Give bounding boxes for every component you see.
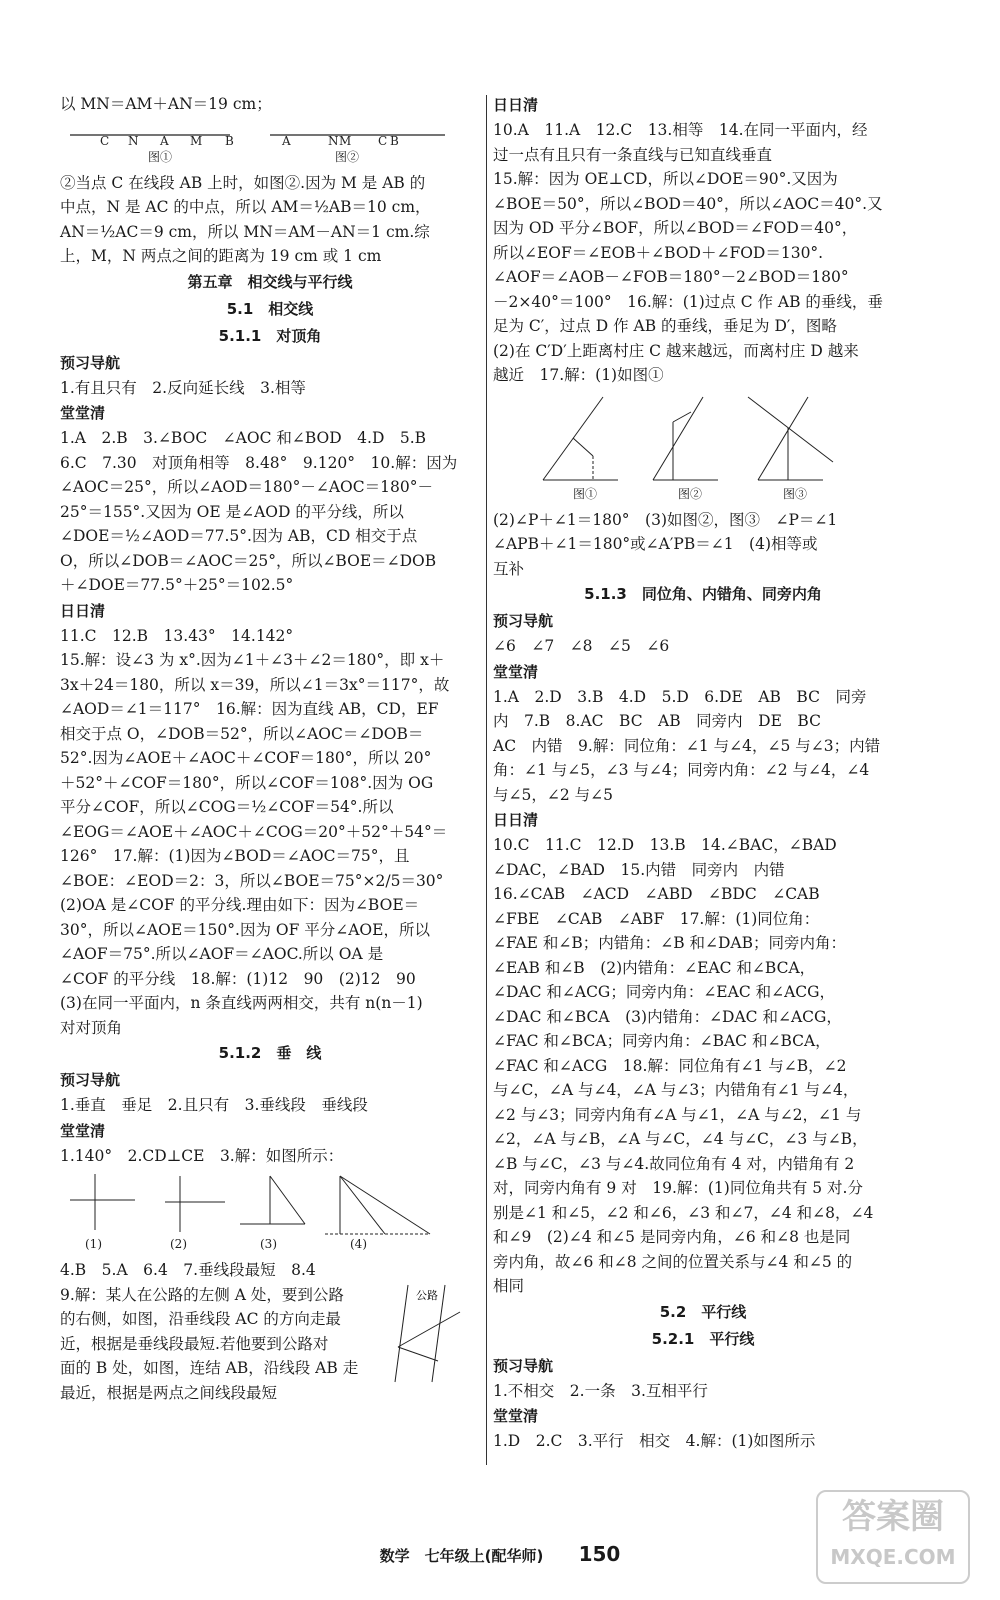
figure-caption: 图① xyxy=(148,149,173,164)
text-line: 内 7.B 8.AC BC AB 同旁内 DE BC xyxy=(493,712,821,730)
text-line: ＋∠DOE＝77.5°＋25°＝102.5° xyxy=(60,576,294,594)
heading-preview: 预习导航 xyxy=(60,1071,121,1089)
chapter-title: 第五章 相交线与平行线 xyxy=(187,272,353,291)
figure-caption: (4) xyxy=(350,1237,367,1251)
text-line: ∠FAC 和∠ACG 18.解：同位角有∠1 与∠B，∠2 xyxy=(493,1056,847,1075)
text-line: ∠FAC 和∠BCA；同旁内角：∠BAC 和∠BCA， xyxy=(493,1032,831,1050)
text-line: 足为 C′，过点 D 作 AB 的垂线，垂足为 D′，图略 xyxy=(493,317,837,335)
point-label: B xyxy=(390,133,399,148)
left-column xyxy=(60,92,480,1405)
watermark-url: MXQE.COM xyxy=(830,1545,956,1569)
text-line: 1.A 2.D 3.B 4.D 5.D 6.DE AB BC 同旁 xyxy=(493,687,867,706)
text-line: O，所以∠DOB＝∠AOC＝25°，所以∠BOE＝∠DOB xyxy=(60,551,437,570)
text-line: 过一点有且只有一条直线与已知直线垂直 xyxy=(493,145,773,164)
text-line: 1.不相交 2.一条 3.互相平行 xyxy=(493,1381,708,1400)
text-line: ∠COF 的平分线 18.解：(1)12 90 (2)12 90 xyxy=(60,969,416,988)
point-label: N xyxy=(128,133,139,148)
page-number: 150 xyxy=(578,1542,621,1566)
footer-subject: 数学 七年级上(配华师) xyxy=(379,1547,544,1565)
text-line: ∠DAC，∠BAD 15.内错 同旁内 内错 xyxy=(493,860,785,879)
text-line: ∠B 与∠C，∠3 与∠4.故同位角有 4 对，内错角有 2 xyxy=(493,1154,855,1173)
text-line: 平分∠COF，所以∠COG＝½∠COF＝54°.所以 xyxy=(60,798,394,816)
text-line: 旁内角，故∠6 和∠8 之间的位置关系与∠4 和∠5 的 xyxy=(493,1252,853,1271)
text-line: ②当点 C 在线段 AB 上时，如图②.因为 M 是 AB 的 xyxy=(60,173,426,192)
text-line: ∠2，∠A 与∠B，∠A 与∠C，∠4 与∠C，∠3 与∠B， xyxy=(493,1130,868,1148)
text-line: ∠BOE：∠EOD＝2：3，所以∠BOE＝75°×2/5＝30° xyxy=(60,871,444,890)
angle-figures xyxy=(493,392,893,502)
heading-classwork: 堂堂清 xyxy=(60,404,106,422)
text-line: 以 MN＝AM＋AN＝19 cm； xyxy=(60,95,272,113)
text-line: 1.A 2.B 3.∠BOC ∠AOC 和∠BOD 4.D 5.B xyxy=(60,429,427,447)
text-line: 1.140° 2.CD⊥CE 3.解：如图所示： xyxy=(60,1146,344,1165)
subsection-title: 5.2.1 平行线 xyxy=(651,1329,755,1348)
text-line: 6.C 7.30 对顶角相等 8.48° 9.120° 10.解：因为 xyxy=(60,453,458,472)
text-line: 相交于点 O，∠DOB＝52°，所以∠AOC＝∠DOB＝ xyxy=(60,724,424,743)
segment-figures xyxy=(60,121,460,165)
figure-caption: (2) xyxy=(170,1237,187,1251)
point-label: C xyxy=(100,133,110,148)
text-line: 越近 17.解：(1)如图① xyxy=(493,366,664,384)
figure-caption: 图③ xyxy=(783,486,808,501)
text-line: ∠AOF＝75°.所以∠AOF＝∠AOC.所以 OA 是 xyxy=(60,945,384,963)
text-line: 1.垂直 垂足 2.且只有 3.垂线段 垂线段 xyxy=(60,1096,368,1114)
point-label: N xyxy=(328,133,339,148)
right-column xyxy=(493,92,913,1454)
text-line: 对对顶角 xyxy=(60,1018,123,1037)
road-label: 公路 xyxy=(416,1288,438,1302)
text-line: 和∠9 (2)∠4 和∠5 是同旁内角，∠6 和∠8 也是同 xyxy=(493,1228,851,1246)
heading-classwork: 堂堂清 xyxy=(493,662,539,681)
text-line: 所以∠EOF＝∠EOB＋∠BOD＋∠FOD＝130°. xyxy=(493,243,824,262)
text-line: 相同 xyxy=(493,1277,525,1295)
text-line: ∠AOF＝∠AOB－∠FOB＝180°－2∠BOD＝180° xyxy=(493,268,849,286)
text-line: (2)OA 是∠COF 的平分线.理由如下：因为∠BOE＝ xyxy=(60,896,420,914)
watermark-logo xyxy=(816,1490,970,1584)
point-label: A xyxy=(160,133,169,148)
text-line: 15.解：因为 OE⊥CD，所以∠DOE＝90°.又因为 xyxy=(493,170,838,188)
text-line: 10.A 11.A 12.C 13.相等 14.在同一平面内，经 xyxy=(493,121,868,139)
text-line: ∠2 与∠3；同旁内角有∠A 与∠1，∠A 与∠2，∠1 与 xyxy=(493,1105,862,1124)
text-line: 3x＋24＝180，所以 x＝39，所以∠1＝3x°＝117°，故 xyxy=(60,675,450,694)
text-line: 对，同旁内角有 9 对 19.解：(1)同位角共有 5 对.分 xyxy=(493,1179,863,1197)
road-question xyxy=(60,1283,480,1406)
text-line: 别是∠1 和∠5，∠2 和∠6，∠3 和∠7，∠4 和∠8，∠4 xyxy=(493,1203,874,1222)
heading-daily: 日日清 xyxy=(60,601,106,620)
text-line: 与∠5，∠2 与∠5 xyxy=(493,785,613,804)
text-line: 与∠C，∠A 与∠4，∠A 与∠3；内错角有∠1 与∠4， xyxy=(493,1081,859,1099)
column-divider xyxy=(486,95,487,1465)
heading-classwork: 堂堂清 xyxy=(493,1407,539,1425)
text-line: ∠EAB 和∠B (2)内错角：∠EAC 和∠BCA， xyxy=(493,958,816,977)
text-line: 25°＝155°.又因为 OE 是∠AOD 的平分线，所以 xyxy=(60,502,404,521)
text-line: 最近，根据是两点之间线段最短 xyxy=(60,1383,278,1402)
figure-caption: (1) xyxy=(85,1237,102,1251)
text-line: ∠AOD＝∠1＝117° 16.解：因为直线 AB，CD，EF xyxy=(60,700,439,718)
text-line: AC 内错 9.解：同位角：∠1 与∠4，∠5 与∠3；内错 xyxy=(493,736,881,755)
text-line: ∠DOE＝½∠AOD＝77.5°.因为 AB，CD 相交于点 xyxy=(60,527,418,545)
text-line: 角：∠1 与∠5，∠3 与∠4；同旁内角：∠2 与∠4，∠4 xyxy=(493,761,870,779)
text-line: ∠APB＋∠1＝180°或∠A′PB＝∠1 (4)相等或 xyxy=(493,535,818,553)
text-line: 11.C 12.B 13.43° 14.142° xyxy=(60,626,294,645)
figure-caption: 图② xyxy=(678,486,703,501)
text-line: ∠FAE 和∠B；内错角：∠B 和∠DAB；同旁内角： xyxy=(493,934,847,952)
text-line: 的右侧，如图，沿垂线段 AC 的方向走最 xyxy=(60,1310,341,1328)
point-label: C xyxy=(378,133,388,148)
text-line: 中点，N 是 AC 的中点，所以 AM＝½AB＝10 cm， xyxy=(60,198,431,216)
subsection-title: 5.1.2 垂 线 xyxy=(218,1044,322,1062)
point-label: A xyxy=(282,133,291,148)
text-line: 16.∠CAB ∠ACD ∠ABD ∠BDC ∠CAB xyxy=(493,885,820,903)
text-line: 52°.因为∠AOE＋∠AOC＋∠COF＝180°，所以 20° xyxy=(60,749,432,767)
figure-caption: (3) xyxy=(260,1237,277,1251)
text-line: －2×40°＝100° 16.解：(1)过点 C 作 AB 的垂线，垂 xyxy=(493,292,883,311)
heading-classwork: 堂堂清 xyxy=(60,1121,106,1140)
point-label: M xyxy=(190,133,203,148)
perpendicular-figures xyxy=(60,1172,460,1252)
watermark-title: 答案圈 xyxy=(842,1497,944,1537)
text-line: 上，M，N 两点之间的距离为 19 cm 或 1 cm xyxy=(60,247,382,265)
text-line: 4.B 5.A 6.4 7.垂线段最短 8.4 xyxy=(60,1261,316,1279)
heading-daily: 日日清 xyxy=(493,96,539,114)
figure-caption: 图① xyxy=(573,486,598,501)
text-line: 互补 xyxy=(493,559,525,578)
text-line: 9.解：某人在公路的左侧 A 处，要到公路 xyxy=(60,1285,344,1304)
text-line: 126° 17.解：(1)因为∠BOD＝∠AOC＝75°，且 xyxy=(60,847,410,865)
road-figure xyxy=(390,1277,470,1387)
text-line: 1.D 2.C 3.平行 相交 4.解：(1)如图所示 xyxy=(493,1432,816,1450)
text-line: 面的 B 处，如图，连结 AB，沿线段 AB 走 xyxy=(60,1359,359,1377)
point-label: M xyxy=(339,133,352,148)
text-line: (2)∠P＋∠1＝180° (3)如图②，图③ ∠P＝∠1 xyxy=(493,510,838,529)
section-title: 5.1 相交线 xyxy=(226,299,314,318)
heading-daily: 日日清 xyxy=(493,811,539,829)
text-line: ∠AOC＝25°，所以∠AOD＝180°－∠AOC＝180°－ xyxy=(60,478,433,496)
text-line: ∠6 ∠7 ∠8 ∠5 ∠6 xyxy=(493,637,670,655)
heading-preview: 预习导航 xyxy=(493,1356,554,1375)
subsection-title: 5.1.1 对顶角 xyxy=(218,326,322,345)
text-line: AN＝½AC＝9 cm，所以 MN＝AM－AN＝1 cm.综 xyxy=(60,222,430,241)
heading-preview: 预习导航 xyxy=(60,353,121,372)
text-line: ∠DAC 和∠ACG；同旁内角：∠EAC 和∠ACG， xyxy=(493,983,836,1001)
text-line: ∠EOG＝∠AOE＋∠AOC＋∠COG＝20°＋52°＋54°＝ xyxy=(60,822,448,841)
text-line: 10.C 11.C 12.D 13.B 14.∠BAC，∠BAD xyxy=(493,836,837,854)
figure-caption: 图② xyxy=(335,149,360,164)
point-label: B xyxy=(225,133,234,148)
text-line: ＋52°＋∠COF＝180°，所以∠COF＝108°.因为 OG xyxy=(60,773,434,792)
subsection-title: 5.1.3 同位角、内错角、同旁内角 xyxy=(584,585,822,603)
text-line: ∠BOE＝50°，所以∠BOD＝40°，所以∠AOC＝40°.又 xyxy=(493,194,883,213)
text-line: 1.有且只有 2.反向延长线 3.相等 xyxy=(60,378,306,397)
heading-preview: 预习导航 xyxy=(493,612,554,630)
text-line: (2)在 C′D′上距离村庄 C 越来越远，而离村庄 D 越来 xyxy=(493,341,859,360)
text-line: (3)在同一平面内，n 条直线两两相交，共有 n(n－1) xyxy=(60,994,423,1012)
text-line: 15.解：设∠3 为 x°.因为∠1＋∠3＋∠2＝180°，即 x＋ xyxy=(60,651,445,669)
text-line: 因为 OD 平分∠BOF，所以∠BOD＝∠FOD＝40°， xyxy=(493,219,858,237)
text-line: ∠DAC 和∠BCA (3)内错角：∠DAC 和∠ACG， xyxy=(493,1007,842,1026)
section-title: 5.2 平行线 xyxy=(659,1302,747,1321)
text-line: 30°，所以∠AOE＝150°.因为 OF 平分∠AOE，所以 xyxy=(60,920,430,939)
text-line: ∠FBE ∠CAB ∠ABF 17.解：(1)同位角： xyxy=(493,909,820,928)
text-line: 近，根据是垂线段最短.若他要到公路对 xyxy=(60,1334,329,1353)
